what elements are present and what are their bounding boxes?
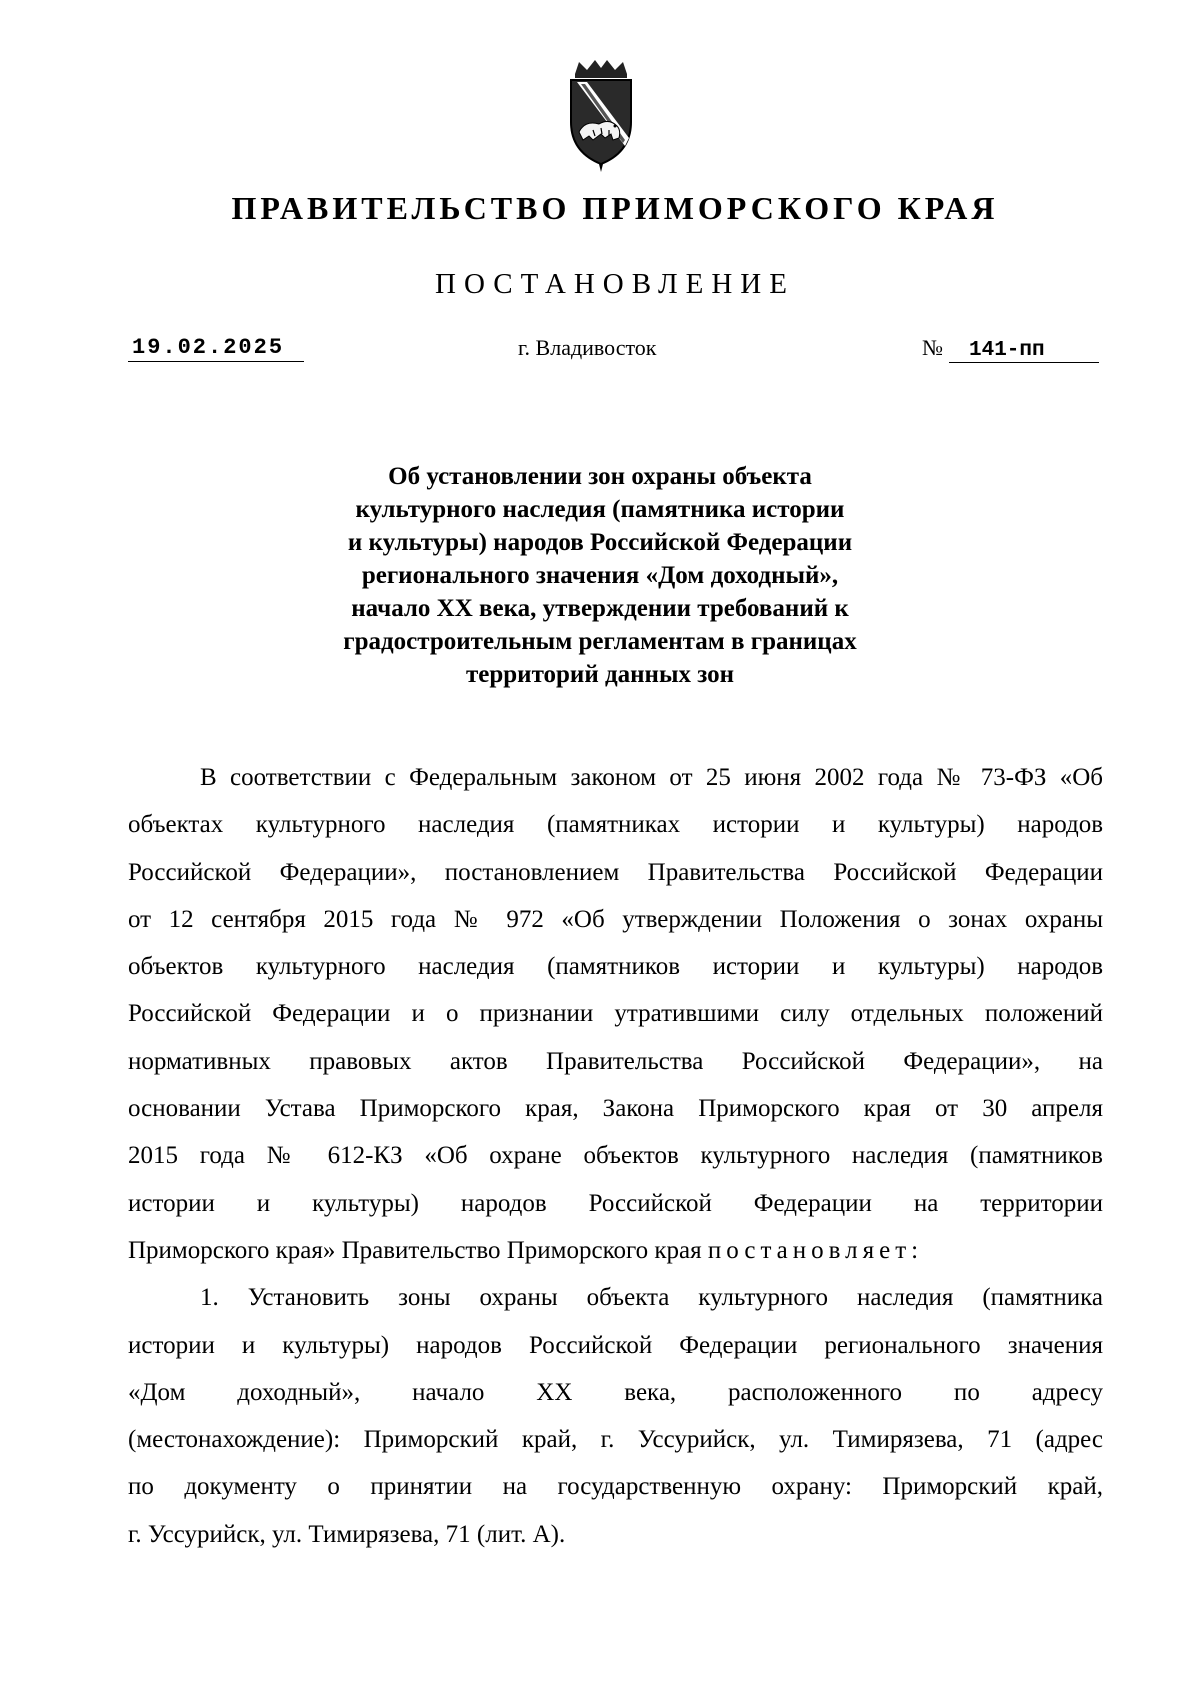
title-line: начало XX века, утверждении требований к (351, 595, 849, 622)
title-line: и культуры) народов Российской Федерации (347, 529, 853, 556)
paragraph-line: Российской Федерации», постановлением Правительства Российской Федерации (128, 858, 1103, 886)
title-line: Об установлении зон охраны объекта (388, 463, 812, 490)
title-line: территорий данных зон (465, 661, 735, 688)
paragraph-line: нормативных правовых актов Правительства Российской Федерации», на (128, 1047, 1103, 1075)
paragraph-line: истории и культуры) народов Российской Федерации регионального значения (128, 1331, 1103, 1359)
primorsky-coat-of-arms-icon (565, 60, 637, 172)
paragraph-line: по документу о принятии на государственную охрану: Приморский край, (128, 1473, 1103, 1501)
document-title (250, 460, 950, 691)
number-sign: № (922, 335, 943, 360)
organization-title: ПРАВИТЕЛЬСТВО ПРИМОРСКОГО КРАЯ (231, 190, 999, 226)
paragraph-line: 1. Установить зоны охраны объекта культурного наследия (памятника (200, 1284, 1103, 1312)
paragraph-line-last (128, 1227, 1103, 1274)
paragraph-line: объектов культурного наследия (памятников истории и культуры) народов (128, 953, 1103, 981)
document-city: г. Владивосток (518, 335, 657, 360)
resolves-word: постановляет: (707, 1236, 924, 1264)
paragraph-line: 2015 года № 612-КЗ «Об охране объектов культурного наследия (памятников (128, 1142, 1103, 1170)
document-meta (0, 335, 1200, 375)
document-body (128, 754, 1103, 1558)
number-value: 141-пп (949, 339, 1099, 363)
paragraph-text: Приморского края» Правительство Приморского края (128, 1236, 702, 1264)
paragraph-line: «Дом доходный», начало XX века, расположенного по адресу (128, 1378, 1103, 1406)
title-line: регионального значения «Дом доходный», (361, 562, 839, 589)
paragraph-line: В соответствии с Федеральным законом от 25 июня 2002 года № 73-ФЗ «Об (200, 764, 1103, 791)
document-date: 19.02.2025 (128, 335, 304, 362)
paragraph-line: Российской Федерации и о признании утратившими силу отдельных положений (128, 1000, 1103, 1028)
paragraph-line: (местонахождение): Приморский край, г. Уссурийск, ул. Тимирязева, 71 (адрес (128, 1426, 1103, 1454)
paragraph-line: объектах культурного наследия (памятниках истории и культуры) народов (128, 811, 1103, 839)
paragraph-line-last: г. Уссурийск, ул. Тимирязева, 71 (лит. А). (128, 1520, 566, 1548)
title-line: культурного наследия (памятника истории (355, 496, 845, 523)
paragraph-line: от 12 сентября 2015 года № 972 «Об утверждении Положения о зонах охраны (128, 905, 1103, 933)
paragraph-line: основании Устава Приморского края, Закона Приморского края от 30 апреля (128, 1095, 1103, 1123)
paragraph-line: истории и культуры) народов Российской Федерации на территории (128, 1189, 1103, 1217)
title-line: градостроительным регламентам в границах (343, 628, 857, 655)
document-number (922, 335, 1099, 363)
document-type: ПОСТАНОВЛЕНИЕ (435, 268, 795, 300)
